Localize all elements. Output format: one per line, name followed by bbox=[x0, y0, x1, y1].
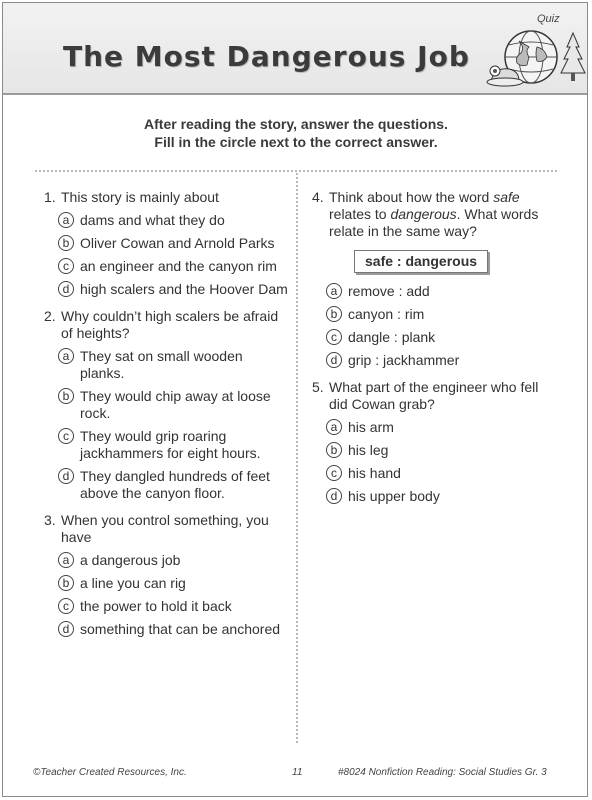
answer-bubble-a[interactable]: a bbox=[326, 283, 342, 299]
question-stem bbox=[44, 308, 289, 342]
answer-text: dangle : plank bbox=[348, 329, 436, 345]
answer-option[interactable] bbox=[312, 352, 552, 369]
question-stem bbox=[44, 512, 289, 546]
answer-bubble-b[interactable]: b bbox=[58, 575, 74, 591]
question-text bbox=[329, 189, 552, 240]
answer-option[interactable] bbox=[312, 442, 552, 459]
answer-text: something that can be anchored bbox=[80, 621, 281, 637]
answer-option[interactable] bbox=[44, 258, 289, 275]
question-text: This story is mainly about bbox=[61, 189, 219, 205]
answer-bubble-a[interactable]: a bbox=[58, 348, 74, 364]
question-text: When you control something, you have bbox=[61, 512, 269, 545]
answer-option[interactable] bbox=[312, 488, 552, 505]
question-text: What part of the engineer who fell did Cowan grab? bbox=[329, 379, 539, 412]
answer-bubble-a[interactable]: a bbox=[326, 419, 342, 435]
answer-text: his upper body bbox=[348, 488, 440, 504]
answer-bubble-d[interactable]: d bbox=[58, 621, 74, 637]
word-pair-box: safe : dangerous bbox=[354, 250, 488, 273]
answer-option[interactable] bbox=[312, 306, 552, 323]
left-column bbox=[44, 189, 289, 648]
answer-bubble-b[interactable]: b bbox=[58, 235, 74, 251]
footer-page-number: 11 bbox=[292, 767, 303, 778]
answer-bubble-d[interactable]: d bbox=[326, 488, 342, 504]
answer-bubble-c[interactable]: c bbox=[58, 598, 74, 614]
answer-text: his hand bbox=[348, 465, 401, 481]
stem-keyword: dangerous bbox=[390, 206, 457, 222]
stem-part: . What words relate in the same way? bbox=[329, 206, 539, 239]
answer-bubble-d[interactable]: d bbox=[58, 468, 74, 484]
answer-bubble-b[interactable]: b bbox=[58, 388, 74, 404]
instructions bbox=[0, 115, 592, 151]
answer-bubble-a[interactable]: a bbox=[58, 552, 74, 568]
answer-option[interactable] bbox=[44, 552, 289, 569]
answer-option[interactable] bbox=[312, 465, 552, 482]
page-title: The Most Dangerous Job bbox=[63, 40, 470, 73]
answer-bubble-d[interactable]: d bbox=[326, 352, 342, 368]
column-divider bbox=[296, 173, 298, 743]
answer-option[interactable] bbox=[44, 348, 289, 382]
question-number: 1. bbox=[44, 189, 56, 205]
answer-option[interactable] bbox=[312, 329, 552, 346]
travel-clipart bbox=[483, 27, 587, 91]
footer-book-title: #8024 Nonfiction Reading: Social Studies Gr. 3 bbox=[338, 767, 547, 778]
answer-text: dams and what they do bbox=[80, 212, 225, 228]
instructions-line2: Fill in the circle next to the correct answer. bbox=[154, 134, 438, 150]
answer-text: Oliver Cowan and Arnold Parks bbox=[80, 235, 275, 251]
right-column bbox=[312, 189, 552, 515]
answer-bubble-b[interactable]: b bbox=[326, 306, 342, 322]
horizontal-divider bbox=[35, 170, 557, 172]
answer-option[interactable] bbox=[312, 283, 552, 300]
answer-bubble-a[interactable]: a bbox=[58, 212, 74, 228]
answer-bubble-c[interactable]: c bbox=[58, 428, 74, 444]
answer-option[interactable] bbox=[312, 419, 552, 436]
answer-bubble-c[interactable]: c bbox=[58, 258, 74, 274]
answer-option[interactable] bbox=[44, 468, 289, 502]
stem-keyword: safe bbox=[493, 189, 520, 205]
answer-option[interactable] bbox=[44, 428, 289, 462]
answer-text: a line you can rig bbox=[80, 575, 186, 591]
answer-text: remove : add bbox=[348, 283, 430, 299]
tree-icon bbox=[561, 33, 585, 81]
question-text: Why couldn’t high scalers be afraid of heights? bbox=[61, 308, 279, 341]
stem-part: relates to bbox=[329, 206, 391, 222]
answer-text: They dangled hundreds of feet above the canyon floor. bbox=[80, 468, 270, 501]
question-2 bbox=[44, 308, 289, 502]
question-4 bbox=[312, 189, 552, 369]
question-number: 4. bbox=[312, 189, 324, 205]
footer-publisher: ©Teacher Created Resources, Inc. bbox=[33, 767, 187, 778]
answer-option[interactable] bbox=[44, 575, 289, 592]
question-number: 3. bbox=[44, 512, 56, 528]
answer-text: high scalers and the Hoover Dam bbox=[80, 281, 288, 297]
answer-text: They would grip roaring jackhammers for eight hours. bbox=[80, 428, 261, 461]
answer-option[interactable] bbox=[44, 598, 289, 615]
answer-option[interactable] bbox=[44, 621, 289, 638]
header-banner bbox=[3, 3, 587, 95]
answer-option[interactable] bbox=[44, 281, 289, 298]
answer-text: his arm bbox=[348, 419, 394, 435]
answer-bubble-c[interactable]: c bbox=[326, 465, 342, 481]
answer-text: canyon : rim bbox=[348, 306, 425, 322]
answer-bubble-c[interactable]: c bbox=[326, 329, 342, 345]
stem-part: Think about how the word bbox=[329, 189, 494, 205]
question-5 bbox=[312, 379, 552, 505]
answer-option[interactable] bbox=[44, 235, 289, 252]
question-3 bbox=[44, 512, 289, 638]
answer-text: They sat on small wooden planks. bbox=[80, 348, 243, 381]
answer-option[interactable] bbox=[44, 388, 289, 422]
question-number: 2. bbox=[44, 308, 56, 324]
answer-text: his leg bbox=[348, 442, 389, 458]
answer-text: grip : jackhammer bbox=[348, 352, 460, 368]
question-stem bbox=[312, 379, 552, 413]
quiz-label: Quiz bbox=[537, 13, 560, 25]
answer-bubble-d[interactable]: d bbox=[58, 281, 74, 297]
answer-bubble-b[interactable]: b bbox=[326, 442, 342, 458]
question-1 bbox=[44, 189, 289, 298]
answer-text: They would chip away at loose rock. bbox=[80, 388, 271, 421]
question-stem bbox=[312, 189, 552, 240]
question-stem bbox=[44, 189, 289, 206]
instructions-line1: After reading the story, answer the questions. bbox=[144, 116, 448, 132]
answer-text: an engineer and the canyon rim bbox=[80, 258, 277, 274]
answer-option[interactable] bbox=[44, 212, 289, 229]
answer-text: a dangerous job bbox=[80, 552, 181, 568]
answer-text: the power to hold it back bbox=[80, 598, 232, 614]
question-number: 5. bbox=[312, 379, 324, 395]
